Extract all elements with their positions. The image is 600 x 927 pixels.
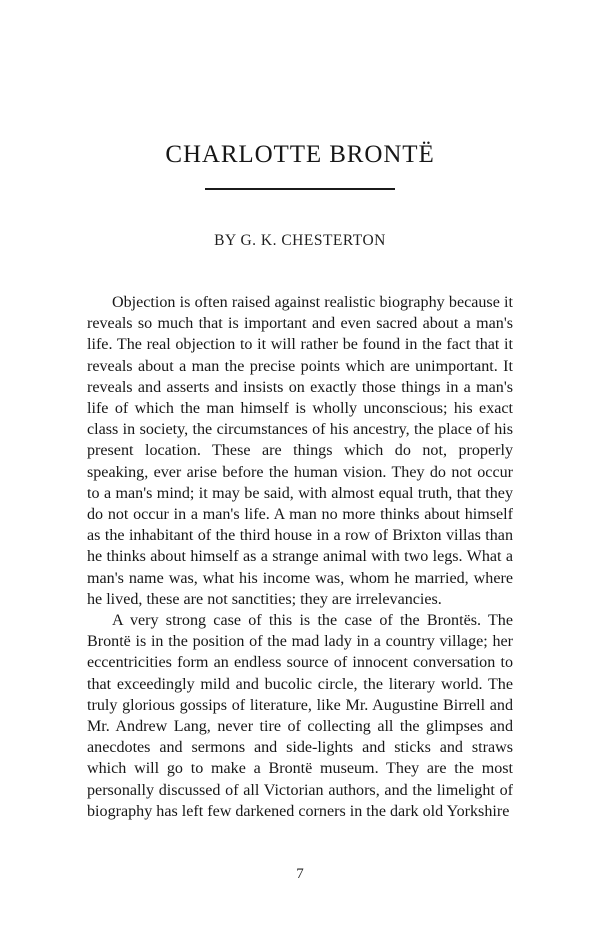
paragraph: Objection is often raised against realistic biography because it reveals so much that is important and even sacred about a man's life. The real objection to it will rather be found in the fact that it reveals about a man the precise points which are unimportant. It reveals and asserts and insists on exactly those things in a man's life of which the man himself is wholly unconscious; his exact class in society, the circumstances of his ancestry, the place of his present location. These are things which do not, properly speaking, ever arise before the human vision. They do not occur to a man's mind; it may be said, with almost equal truth, that they do not occur in a man's life. A man no more thinks about himself as the inhabitant of the third house in a row of Brixton villas than he thinks about himself as a strange animal with two legs. What a man's name was, what his income was, whom he married, where he lived, these are not sanctities; they are irrelevancies. xyxy=(87,294,513,608)
page-number: 7 xyxy=(296,866,304,882)
page-title: CHARLOTTE BRONTË xyxy=(165,141,435,168)
title-divider-rule xyxy=(205,188,395,190)
paragraph: A very strong case of this is the case of the Brontës. The Brontë is in the position of the mad lady in a country village; her eccentricities form an endless source of innocent conversation to that exceedingly mild and bucolic circle, the literary world. The truly glorious gossips of literature, like Mr. Augustine Birrell and Mr. Andrew Lang, never tire of collecting all the glimpses and anecdotes and sermons and side-lights and sticks and straws which will go to make a Brontë museum. They are the most personally discussed of all Victorian authors, and the limelight of biography has left few darkened corners in the dark old Yorkshire xyxy=(87,612,513,820)
author-byline: BY G. K. CHESTERTON xyxy=(214,232,386,249)
body-text-block xyxy=(87,292,513,822)
